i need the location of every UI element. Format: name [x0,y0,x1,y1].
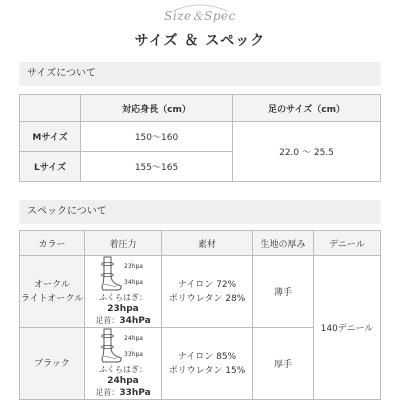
denier-cell: 140デニール [314,256,381,400]
color-name-secondary: ライトオークル [20,293,84,304]
material-cell [162,256,253,328]
pressure-cell [85,256,162,328]
calf-value: 23hpa [107,304,139,314]
spec-table-header [20,231,381,256]
calf-pressure [85,292,161,315]
ankle-value: 33hPa [119,388,151,398]
spec-header-pressure: 着圧力 [85,231,162,256]
calf-label: ふくらはぎ： [99,365,147,374]
page-title: サイズ ＆ スペック [134,33,266,49]
size-label-m: Mサイズ [20,122,81,152]
height-range-l: 155〜165 [81,152,233,182]
spec-table [19,230,381,400]
table-row [20,122,381,152]
color-cell [20,328,85,400]
material-nylon: ナイロン 85% [177,351,237,362]
spec-header-material: 素材 [162,231,253,256]
spec-header-thickness: 生地の厚み [253,231,314,256]
size-header-blank [20,95,81,122]
ankle-pressure [95,387,150,399]
color-name: オークル [34,279,70,290]
ankle-label: 足首： [95,316,120,325]
ankle-label: 足首： [95,388,120,397]
spec-header-color: カラー [20,231,85,256]
material-nylon: ナイロン 72% [177,279,237,290]
calf-pressure [85,364,161,387]
lower-pressure-label: 34hpa [124,279,143,286]
ankle-pressure [95,315,150,327]
size-label-l: Lサイズ [20,152,81,182]
size-spec-logo: Size＆Spec [164,9,236,23]
color-cell [20,256,85,328]
upper-pressure-label: 24hpa [124,335,143,342]
height-range-m: 150〜160 [81,122,233,152]
size-header-height: 対応身長（cm） [81,95,233,122]
pressure-cell [85,328,162,400]
spec-section-heading: スペックについて [19,200,381,224]
lower-pressure-label: 33hpa [124,351,143,358]
size-table-header [20,95,381,122]
table-row [20,256,381,328]
thickness-cell: 薄手 [253,256,314,328]
size-header-foot: 足のサイズ（cm） [233,95,381,122]
foot-size-range: 22.0 〜 25.5 [233,122,381,182]
upper-pressure-label: 23hpa [124,263,143,270]
material-polyurethane: ポリウレタン 28% [168,293,246,304]
material-polyurethane: ポリウレタン 15% [168,365,246,376]
stocking-leg-icon [97,328,123,364]
ankle-value: 34hPa [119,316,151,326]
material-cell [162,328,253,400]
color-name: ブラック [34,358,70,369]
calf-label: ふくらはぎ： [99,293,147,302]
thickness-cell: 厚手 [253,328,314,400]
stocking-leg-icon [97,256,123,292]
size-section-heading: サイズについて [19,62,381,86]
calf-value: 24hpa [107,376,139,386]
size-table [19,94,381,182]
spec-header-denier: デニール [314,231,381,256]
